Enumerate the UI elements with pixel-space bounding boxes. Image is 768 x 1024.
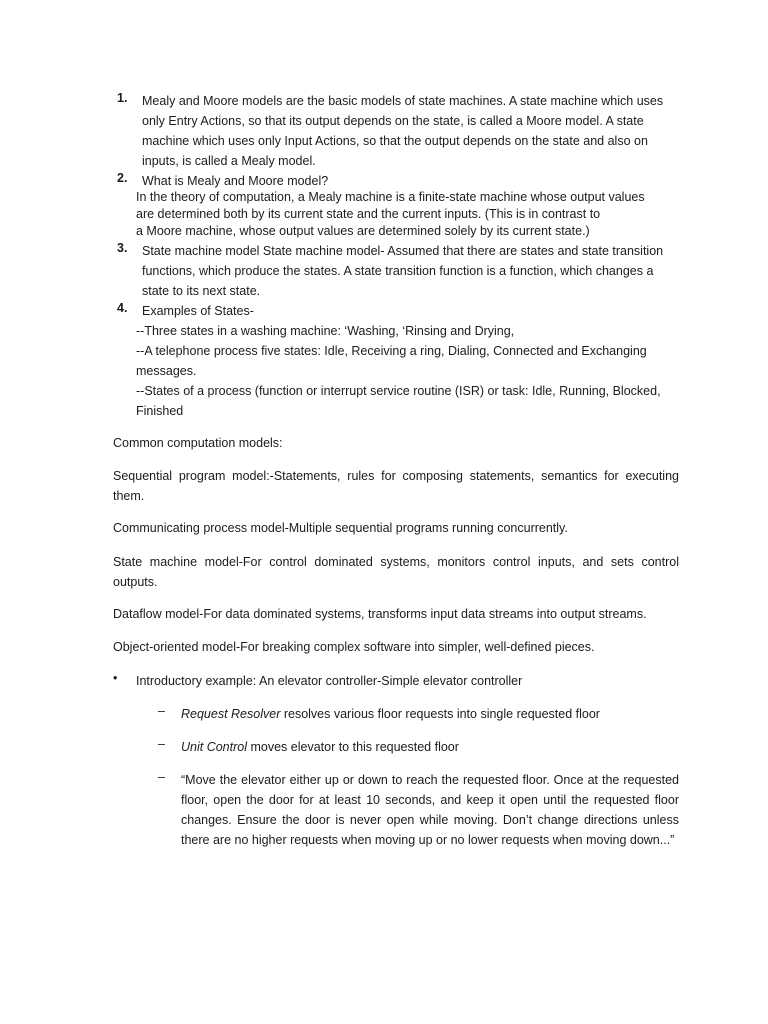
list-line: a Moore machine, whose output values are determined solely by its current state.) <box>136 224 590 238</box>
dash-icon: – <box>158 737 165 751</box>
list-line: Mealy and Moore models are the basic models of state machines. A state machine which uses <box>142 94 664 108</box>
subitem-unit-control <box>181 737 679 757</box>
model-sequential: Sequential program model:-Statements, rules for composing statements, semantics for executing them. <box>113 469 679 503</box>
list-line: In the theory of computation, a Mealy machine is a finite-state machine whose output values <box>136 190 645 204</box>
list-title: What is Mealy and Moore model? <box>142 174 329 188</box>
subitem-text: “Move the elevator either up or down to reach the requested floor. Once at the requested floor, open the door for at least 10 seconds, and keep it open until the requested floor changes. Ensure the door is never open while moving. Don’t change directions unless there are no higher requests when moving up or no lower requests when moving down...” <box>181 773 679 847</box>
list-line: are determined both by its current state and the current inputs. (This is in contrast to <box>136 207 601 221</box>
list-line: Finished <box>136 404 184 418</box>
model-dataflow: Dataflow model-For data dominated systems, transforms input data streams into output streams. <box>113 607 647 621</box>
list-line: --A telephone process five states: Idle, Receiving a ring, Dialing, Connected and Exchanging <box>136 344 647 358</box>
list-title: Examples of States- <box>142 304 254 318</box>
list-number: 2. <box>117 171 128 185</box>
subitem-term: Unit Control <box>181 740 247 754</box>
list-item-3 <box>117 241 677 301</box>
subitem-text: moves elevator to this requested floor <box>247 740 459 754</box>
bullet-icon: • <box>113 671 118 685</box>
model-object-oriented: Object-oriented model-For breaking complex software into simpler, well-defined pieces. <box>113 640 595 654</box>
model-communicating: Communicating process model-Multiple sequential programs running concurrently. <box>113 521 568 535</box>
list-line: functions, which produce the states. A state transition function is a function, which changes a <box>142 264 654 278</box>
list-item-1 <box>117 91 677 171</box>
subitem-quote <box>181 770 679 850</box>
list-line: state to its next state. <box>142 284 261 298</box>
list-line: --States of a process (function or interrupt service routine (ISR) or task: Idle, Running, Blocked, <box>136 384 661 398</box>
subitem-text: resolves various floor requests into single requested floor <box>280 707 600 721</box>
list-line: machine which uses only Input Actions, so that the output depends on the state and also on <box>142 134 648 148</box>
intro-text: Introductory example: An elevator controller-Simple elevator controller <box>136 674 523 688</box>
list-number: 3. <box>117 241 128 255</box>
subitem-request-resolver <box>181 704 679 724</box>
list-line: only Entry Actions, so that its output depends on the state, is called a Moore model. A state <box>142 114 644 128</box>
subitem-term: Request Resolver <box>181 707 281 721</box>
list-line: State machine model State machine model- Assumed that there are states and state transition <box>142 244 664 258</box>
list-line: --Three states in a washing machine: ‘Washing, ‘Rinsing and Drying, <box>136 324 515 338</box>
dash-icon: – <box>158 704 165 718</box>
dash-icon: – <box>158 770 165 784</box>
list-line: messages. <box>136 364 197 378</box>
model-state-machine: State machine model-For control dominated systems, monitors control inputs, and sets control outputs. <box>113 555 679 589</box>
list-item-4 <box>117 301 677 421</box>
list-number: 1. <box>117 91 128 105</box>
models-heading: Common computation models: <box>113 436 283 450</box>
list-item-2 <box>117 171 677 240</box>
list-line: inputs, is called a Mealy model. <box>142 154 316 168</box>
list-number: 4. <box>117 301 128 315</box>
